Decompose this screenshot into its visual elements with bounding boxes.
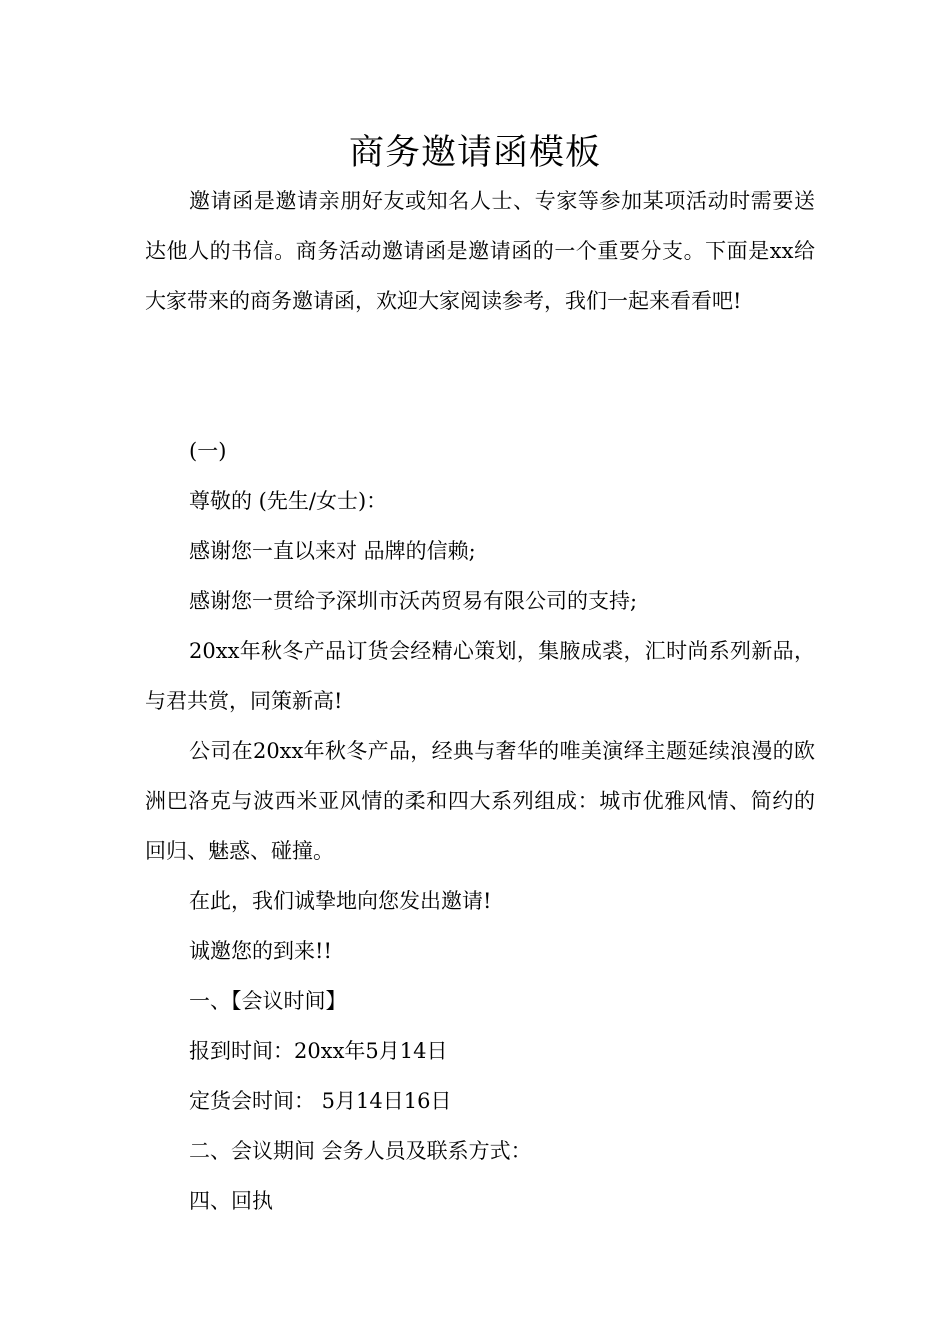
blank-line	[145, 376, 815, 426]
section-marker: (一)	[189, 439, 227, 463]
event-paragraph: 20xx年秋冬产品订货会经精心策划，集腋成裘，汇时尚系列新品，与君共赏，同策新高!	[145, 639, 815, 713]
registration-time: 报到时间：20xx年5月14日	[189, 1039, 448, 1063]
document-title: 商务邀请函模板	[348, 133, 601, 173]
thanks-paragraph-1: 感谢您一直以来对 品牌的信赖;	[189, 539, 476, 563]
blank-line	[145, 326, 815, 376]
invitation-paragraph: 在此，我们诚挚地向您发出邀请!	[189, 889, 492, 913]
intro-paragraph: 邀请函是邀请亲朋好友或知名人士、专家等参加某项活动时需要送达他人的书信。商务活动邀请函是邀请函的一个重要分支。下面是xx给大家带来的商务邀请函，欢迎大家阅读参考，我们一起来看看吧!	[145, 189, 815, 313]
order-meeting-time: 定货会时间： 5月14日16日	[189, 1089, 452, 1113]
product-paragraph: 公司在20xx年秋冬产品，经典与奢华的唯美演绎主题延续浪漫的欧洲巴洛克与波西米亚风情的柔和四大系列组成：城市优雅风情、简约的回归、魅惑、碰撞。	[145, 739, 815, 863]
section-heading-contacts: 二、会议期间 会务人员及联系方式：	[189, 1139, 532, 1163]
document-body	[145, 176, 815, 1226]
thanks-paragraph-2: 感谢您一贯给予深圳市沃芮贸易有限公司的支持;	[189, 589, 638, 613]
welcome-paragraph: 诚邀您的到来!!	[189, 939, 332, 963]
section-heading-meeting-time: 一、【会议时间】	[189, 989, 347, 1013]
salutation: 尊敬的 (先生/女士)：	[189, 489, 388, 513]
section-heading-receipt: 四、回执	[189, 1189, 273, 1213]
